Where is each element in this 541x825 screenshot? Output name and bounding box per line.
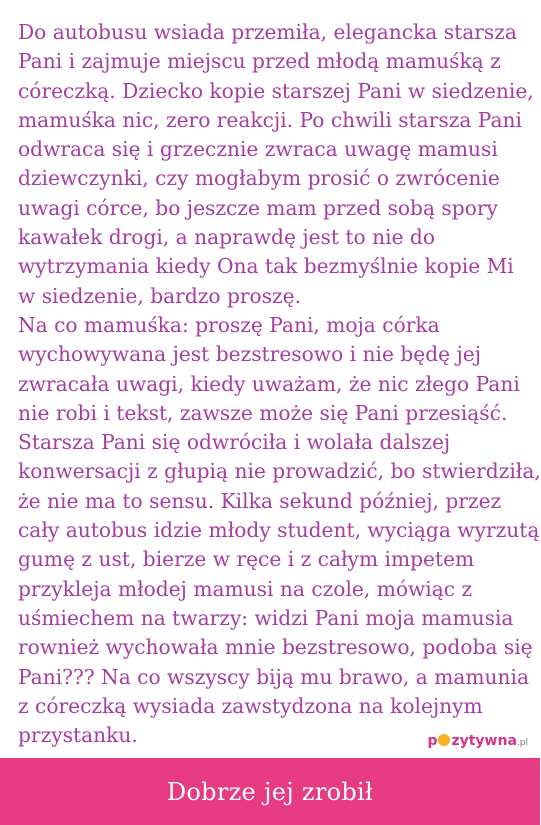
caption-text: Dobrze jej zrobił (166, 777, 374, 806)
story-line: z córeczką wysiada zawstydzona na kolejnym (18, 693, 483, 718)
smiley-icon (438, 734, 450, 746)
caption-banner (0, 758, 540, 825)
story-line: Starsza Pani się odwróciła i wolała dalszej (18, 430, 451, 455)
story-line: przykleja młodej mamusi na czole, mówiąc z (18, 576, 473, 601)
story-line: uśmiechem na twarzy: widzi Pani moja mamusia (18, 605, 514, 630)
logo-text-prefix: p (427, 733, 438, 749)
story-line: uwagi córce, bo jeszcze mam przed sobą spory (18, 195, 498, 220)
story-line: zwracała uwagi, kiedy uważam, że nic złego Pani (18, 371, 520, 396)
story-line: Na co mamuśka: proszę Pani, moja córka (18, 312, 440, 337)
story-line: Pani??? Na co wszyscy biją mu brawo, a mamunia (18, 664, 530, 689)
story-line: dziewczynki, czy mogłabym prosić o zwrócenie (18, 166, 500, 191)
story-line: rownież wychowała mnie bezstresowo, podoba się (18, 635, 533, 660)
story-line: w siedzenie, bardzo proszę. (18, 283, 302, 308)
logo-domain: .pl (516, 738, 528, 748)
story-line: cały autobus idzie młody student, wyciąga wyrzutą (18, 518, 540, 543)
pozytywna-logo (427, 733, 528, 749)
story-line: przystanku. (18, 723, 138, 748)
story-line: Do autobusu wsiada przemiła, elegancka starsza (18, 20, 517, 44)
story-line: nie robi i tekst, zawsze może się Pani przesiąść. (18, 400, 508, 425)
story-line: wychowywana jest bezstresowo i nie będę jej (18, 342, 481, 367)
story-line: córeczką. Dziecko kopie starszej Pani w siedzenie, (18, 78, 534, 103)
story-line: Pani i zajmuje miejscu przed młodą mamuśką z (18, 49, 501, 74)
story-line: mamuśka nic, zero reakcji. Po chwili starsza Pani (18, 107, 522, 132)
story-line: kawałek drogi, a naprawdę jest to nie do (18, 225, 436, 250)
story-line: gumę z ust, bierze w ręce i z całym impetem (18, 547, 475, 572)
story-line: wytrzymania kiedy Ona tak bezmyślnie kopie Mi (18, 254, 514, 279)
story-line: konwersacji z głupią nie prowadzić, bo stwierdziła, (18, 459, 541, 484)
story-line: odwraca się i grzecznie zwraca uwagę mamusi (18, 137, 498, 162)
logo-text: zytywna (451, 733, 517, 749)
story-line: że nie ma to sensu. Kilka sekund później, przez (18, 488, 502, 513)
